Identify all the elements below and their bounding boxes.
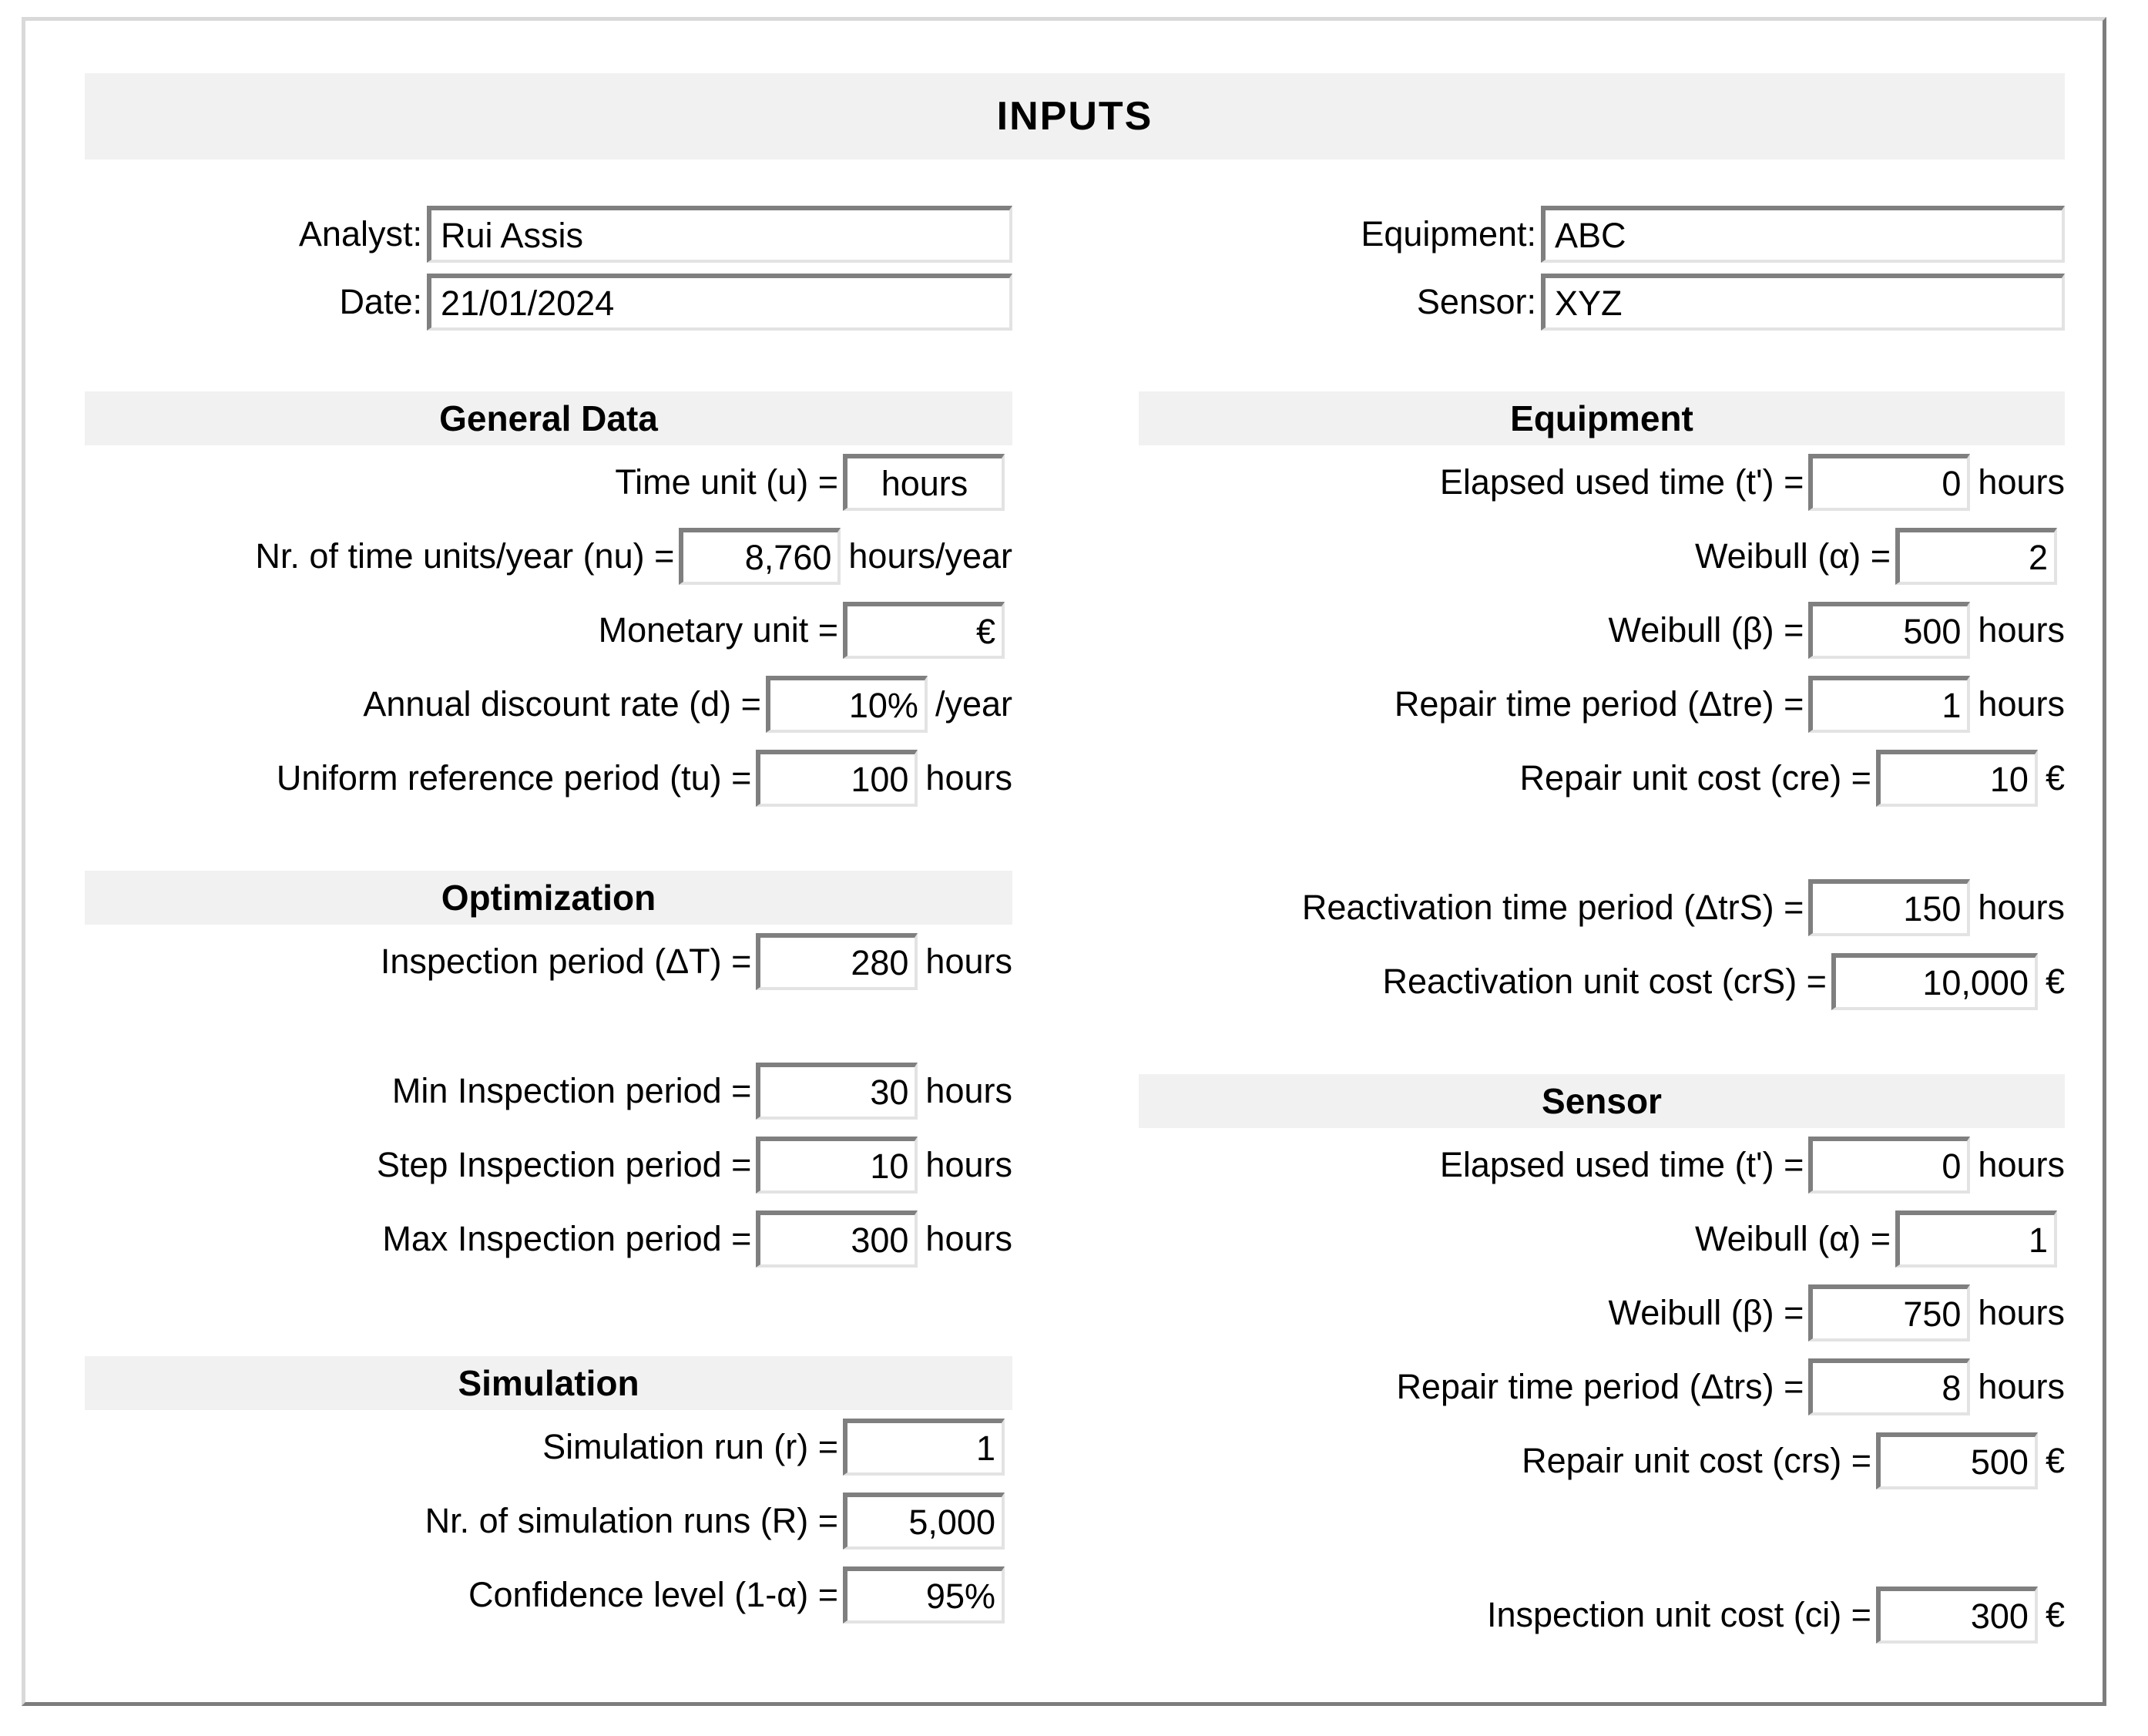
equipment-weibull-alpha-input[interactable]: 2 — [1895, 528, 2057, 585]
row-unit: hours — [1978, 1367, 2065, 1406]
row-max-inspection-period — [85, 1202, 1012, 1276]
left-column — [85, 200, 1012, 1632]
row-reactivation-time — [1139, 871, 2065, 945]
row-equipment-elapsed-time — [1139, 445, 2065, 519]
spacer — [1139, 815, 2065, 871]
row-equipment-repair-cost — [1139, 741, 2065, 815]
time-units-per-year-input[interactable]: 8,760 — [679, 528, 841, 585]
row-label: Inspection period (ΔT) = — [380, 942, 752, 981]
inspection-unit-cost-input[interactable]: 300 — [1876, 1587, 2038, 1644]
equipment-repair-cost-input[interactable]: 10 — [1876, 750, 2038, 807]
row-unit: hours — [925, 942, 1012, 981]
row-equipment-repair-time — [1139, 667, 2065, 741]
row-unit: hours — [925, 1219, 1012, 1258]
row-label: Weibull (α) = — [1694, 536, 1891, 576]
row-unit: hours — [1978, 888, 2065, 927]
row-annual-discount-rate — [85, 667, 1012, 741]
confidence-level-input[interactable]: 95% — [843, 1566, 1005, 1624]
row-label: Monetary unit = — [598, 610, 838, 650]
reactivation-cost-input[interactable]: 10,000 — [1831, 953, 2038, 1010]
spacer — [1139, 336, 2065, 391]
spacer — [1139, 1019, 2065, 1074]
analyst-input[interactable]: Rui Assis — [427, 206, 1012, 263]
sensor-repair-time-input[interactable]: 8 — [1808, 1358, 1970, 1415]
sensor-heading: Sensor — [1139, 1074, 2065, 1128]
sensor-name-row — [1139, 268, 2065, 336]
analyst-label: Analyst: — [298, 214, 422, 254]
uniform-reference-period-input[interactable]: 100 — [756, 750, 918, 807]
date-row — [85, 268, 1012, 336]
row-unit: € — [2045, 758, 2065, 797]
row-label: Weibull (α) = — [1694, 1219, 1891, 1258]
row-label: Confidence level (1-α) = — [468, 1575, 838, 1614]
row-unit: hours — [1978, 462, 2065, 502]
row-time-units-per-year — [85, 519, 1012, 593]
row-nr-simulation-runs — [85, 1484, 1012, 1558]
page-title: INPUTS — [85, 73, 2065, 159]
equipment-heading: Equipment — [1139, 391, 2065, 445]
row-label: Simulation run (r) = — [542, 1427, 838, 1466]
monetary-unit-input[interactable]: € — [843, 602, 1005, 659]
row-unit: hours — [925, 758, 1012, 797]
row-unit: hours — [1978, 610, 2065, 650]
row-label: Weibull (β) = — [1608, 1293, 1804, 1332]
sensor-label: Sensor: — [1416, 282, 1536, 321]
inspection-period-input[interactable]: 280 — [756, 933, 918, 990]
row-label: Uniform reference period (tu) = — [276, 758, 752, 797]
row-equipment-weibull-beta — [1139, 593, 2065, 667]
row-label: Repair time period (Δtrs) = — [1396, 1367, 1804, 1406]
row-label: Elapsed used time (t') = — [1439, 1145, 1804, 1184]
row-label: Annual discount rate (d) = — [363, 684, 761, 724]
row-unit: hours — [1978, 1293, 2065, 1332]
row-label: Repair unit cost (cre) = — [1519, 758, 1871, 797]
spacer — [85, 815, 1012, 871]
min-inspection-period-input[interactable]: 30 — [756, 1063, 918, 1120]
max-inspection-period-input[interactable]: 300 — [756, 1210, 918, 1268]
row-label: Repair time period (Δtre) = — [1394, 684, 1804, 724]
equipment-repair-time-input[interactable]: 1 — [1808, 676, 1970, 733]
spacer — [1139, 1498, 2065, 1578]
spacer — [85, 336, 1012, 391]
spacer — [85, 1276, 1012, 1356]
row-inspection-unit-cost — [1139, 1578, 2065, 1652]
right-column — [1139, 200, 2065, 1652]
row-sensor-elapsed-time — [1139, 1128, 2065, 1202]
row-label: Reactivation time period (ΔtrS) = — [1301, 888, 1804, 927]
row-min-inspection-period — [85, 1054, 1012, 1128]
spacer — [85, 999, 1012, 1054]
optimization-heading: Optimization — [85, 871, 1012, 925]
simulation-heading: Simulation — [85, 1356, 1012, 1410]
row-step-inspection-period — [85, 1128, 1012, 1202]
row-confidence-level — [85, 1558, 1012, 1632]
row-sensor-weibull-beta — [1139, 1276, 2065, 1350]
row-label: Nr. of time units/year (nu) = — [255, 536, 675, 576]
date-label: Date: — [339, 282, 422, 321]
equipment-weibull-beta-input[interactable]: 500 — [1808, 602, 1970, 659]
row-label: Nr. of simulation runs (R) = — [425, 1501, 838, 1540]
step-inspection-period-input[interactable]: 10 — [756, 1137, 918, 1194]
row-unit: hours — [1978, 684, 2065, 724]
equipment-label: Equipment: — [1361, 214, 1536, 254]
sensor-repair-cost-input[interactable]: 500 — [1876, 1432, 2038, 1489]
row-label: Repair unit cost (crs) = — [1522, 1441, 1871, 1480]
row-unit: hours — [925, 1071, 1012, 1110]
row-label: Max Inspection period = — [382, 1219, 752, 1258]
row-monetary-unit — [85, 593, 1012, 667]
row-unit: € — [2045, 1595, 2065, 1634]
row-label: Step Inspection period = — [376, 1145, 752, 1184]
row-label: Min Inspection period = — [391, 1071, 752, 1110]
row-sensor-weibull-alpha — [1139, 1202, 2065, 1276]
general-data-heading: General Data — [85, 391, 1012, 445]
equipment-input[interactable]: ABC — [1541, 206, 2065, 263]
row-unit: hours — [1978, 1145, 2065, 1184]
nr-simulation-runs-input[interactable]: 5,000 — [843, 1493, 1005, 1550]
annual-discount-rate-input[interactable]: 10% — [766, 676, 928, 733]
row-unit: /year — [935, 684, 1012, 724]
analyst-row — [85, 200, 1012, 268]
row-unit: € — [2045, 962, 2065, 1001]
row-simulation-run — [85, 1410, 1012, 1484]
row-equipment-weibull-alpha — [1139, 519, 2065, 593]
row-label: Reactivation unit cost (crS) = — [1382, 962, 1827, 1001]
sensor-weibull-alpha-input[interactable]: 1 — [1895, 1210, 2057, 1268]
row-sensor-repair-cost — [1139, 1424, 2065, 1498]
row-sensor-repair-time — [1139, 1350, 2065, 1424]
simulation-run-input[interactable]: 1 — [843, 1419, 1005, 1476]
reactivation-time-input[interactable]: 150 — [1808, 879, 1970, 936]
sensor-input[interactable]: XYZ — [1541, 274, 2065, 331]
row-reactivation-cost — [1139, 945, 2065, 1019]
row-inspection-period — [85, 925, 1012, 999]
row-label: Weibull (β) = — [1608, 610, 1804, 650]
equipment-elapsed-time-input[interactable]: 0 — [1808, 454, 1970, 511]
time-unit-input[interactable]: hours — [843, 454, 1005, 511]
row-time-unit — [85, 445, 1012, 519]
equipment-name-row — [1139, 200, 2065, 268]
row-uniform-reference-period — [85, 741, 1012, 815]
row-label: Time unit (u) = — [615, 462, 838, 502]
sensor-weibull-beta-input[interactable]: 750 — [1808, 1284, 1970, 1341]
sensor-elapsed-time-input[interactable]: 0 — [1808, 1137, 1970, 1194]
row-label: Inspection unit cost (ci) = — [1486, 1595, 1871, 1634]
row-unit: hours — [925, 1145, 1012, 1184]
row-unit: € — [2045, 1441, 2065, 1480]
row-label: Elapsed used time (t') = — [1439, 462, 1804, 502]
row-unit: hours/year — [848, 536, 1012, 576]
date-input[interactable]: 21/01/2024 — [427, 274, 1012, 331]
